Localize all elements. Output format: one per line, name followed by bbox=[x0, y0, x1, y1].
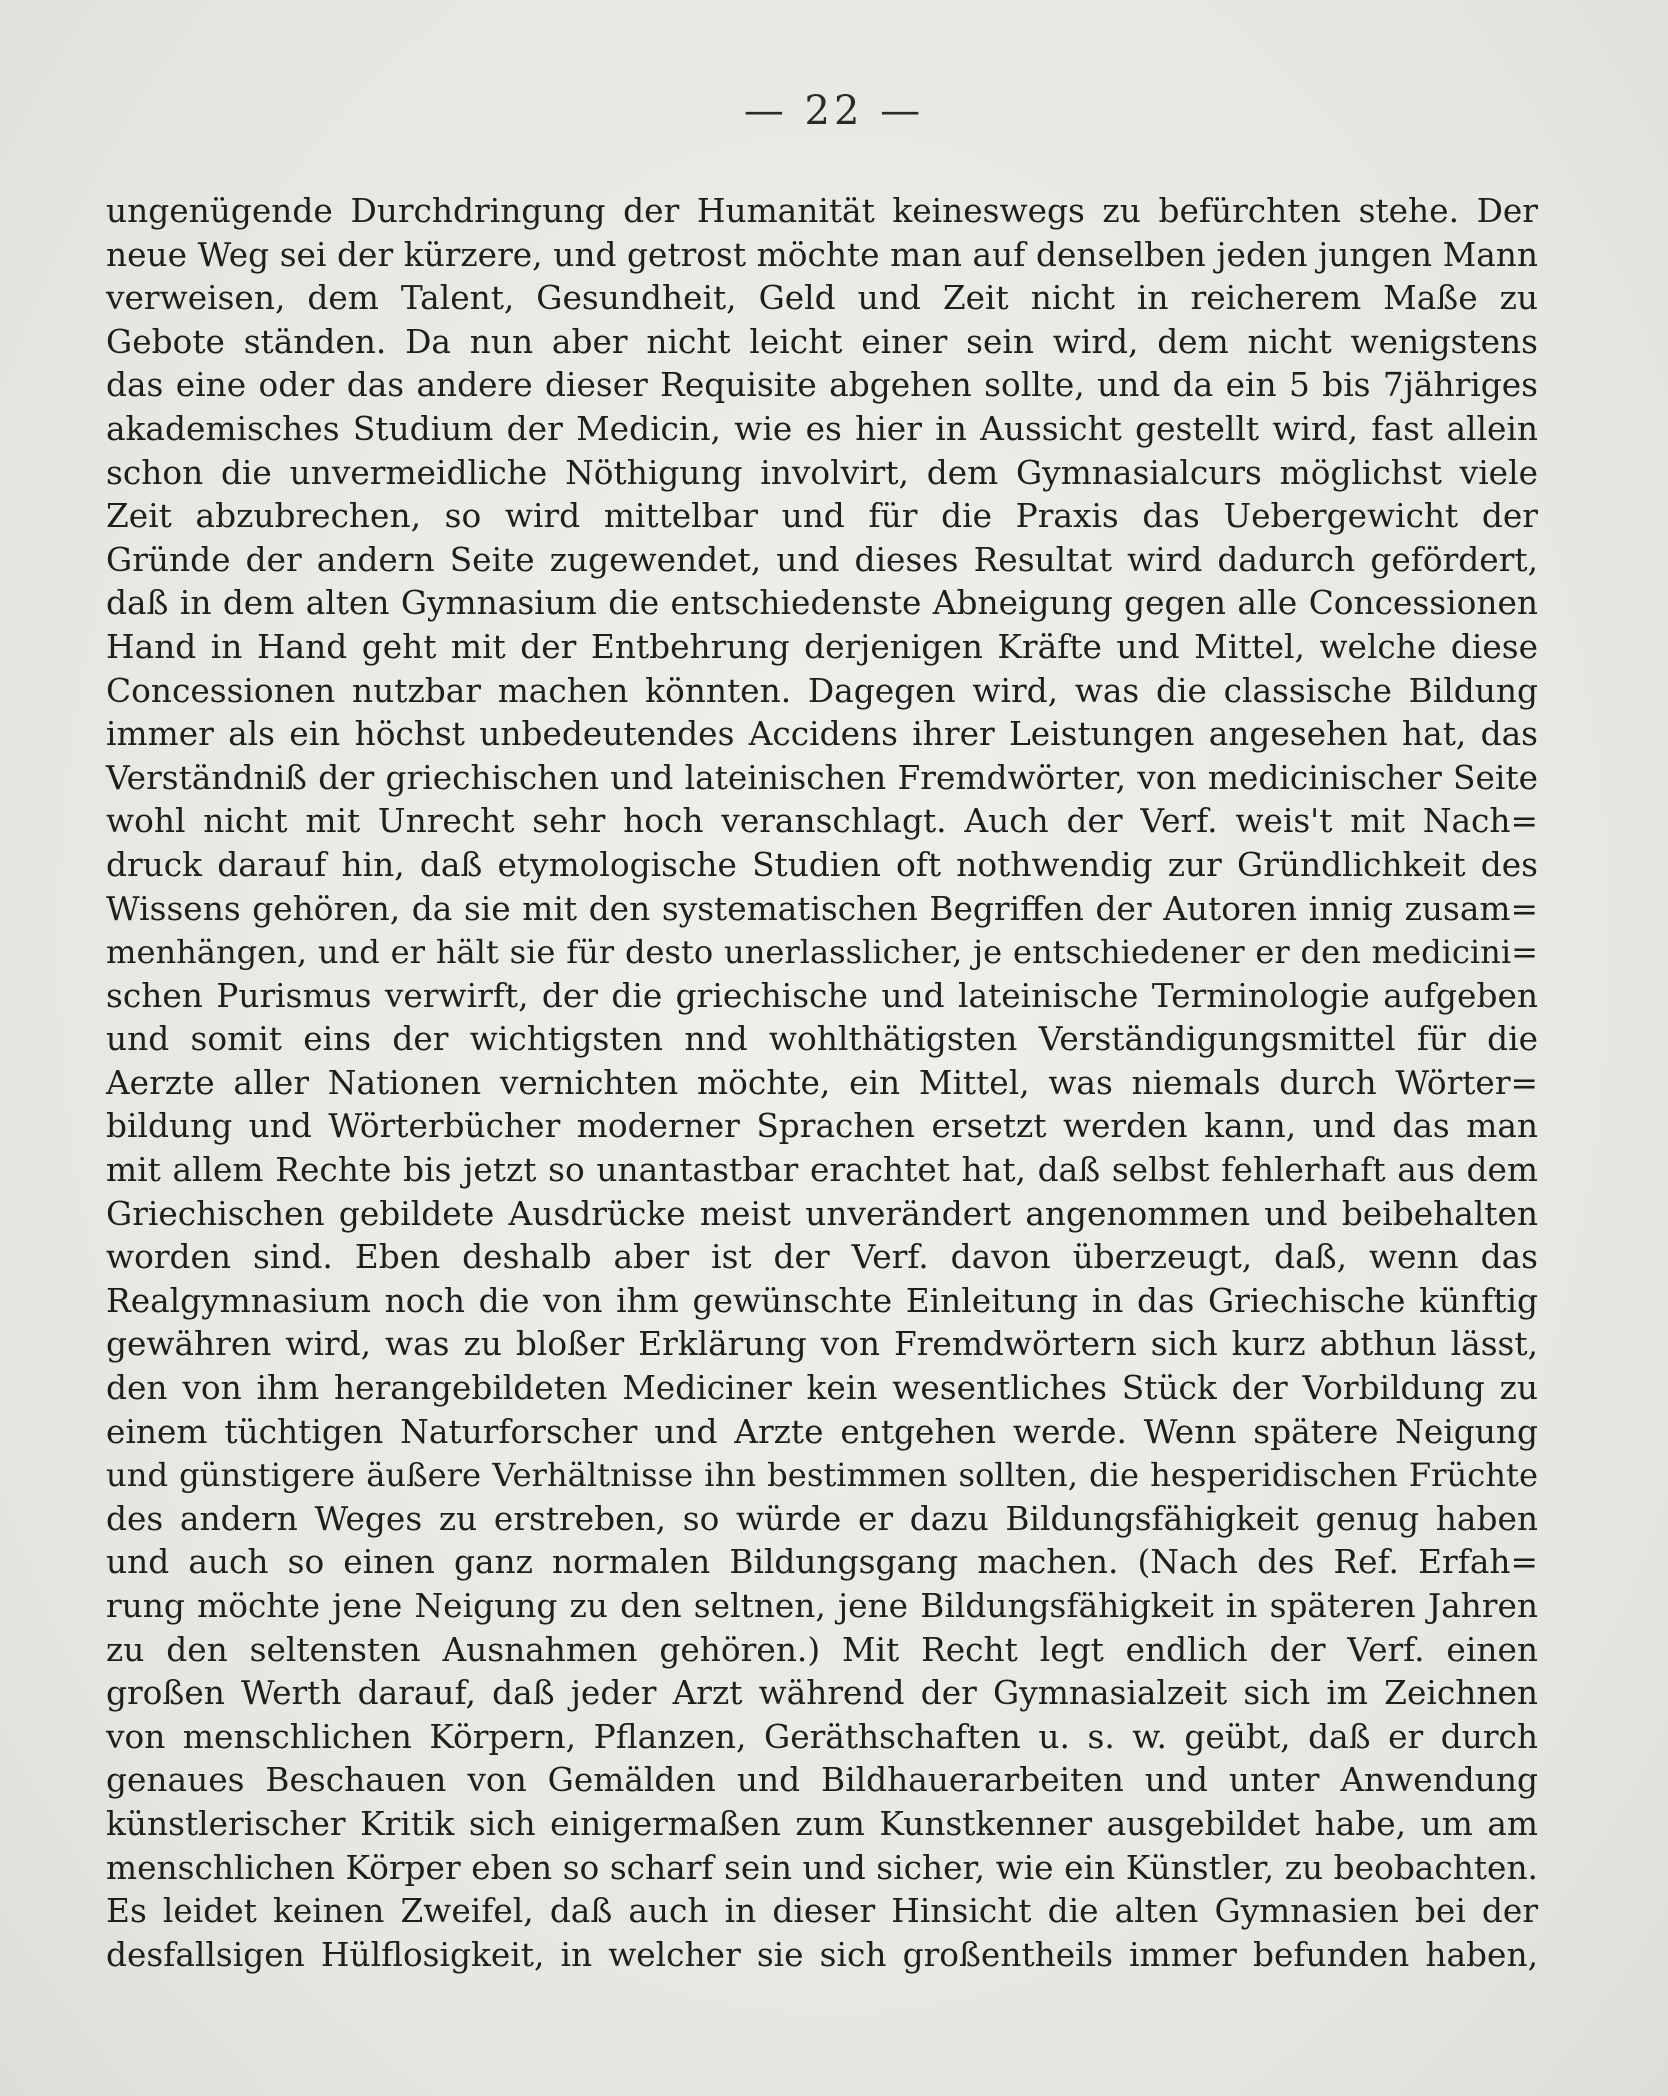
text-line: Wissens gehören, da sie mit den systematischen Begriffen der Autoren innig zusam= bbox=[106, 889, 1538, 928]
text-line: schon die unvermeidliche Nöthigung involvirt, dem Gymnasialcurs möglichst viele bbox=[106, 453, 1538, 492]
text-line: das eine oder das andere dieser Requisite abgehen sollte, und da ein 5 bis 7jähriges bbox=[106, 366, 1538, 405]
text-line: neue Weg sei der kürzere, und getrost möchte man auf denselben jeden jungen Mann bbox=[106, 235, 1538, 274]
text-line: ungenügende Durchdringung der Humanität keineswegs zu befürchten stehe. Der bbox=[106, 192, 1538, 230]
text-line: großen Werth darauf, daß jeder Arzt während der Gymnasialzeit sich im Zeichnen bbox=[106, 1674, 1538, 1713]
text-line: Es leidet keinen Zweifel, daß auch in dieser Hinsicht die alten Gymnasien bei der bbox=[106, 1892, 1538, 1931]
text-line: bildung und Wörterbücher moderner Sprachen ersetzt werden kann, und das man bbox=[106, 1107, 1538, 1146]
body-text bbox=[106, 190, 1538, 1977]
text-line: Zeit abzubrechen, so wird mittelbar und für die Praxis das Uebergewicht der bbox=[106, 497, 1538, 536]
text-line: Gründe der andern Seite zugewendet, und dieses Resultat wird dadurch gefördert, bbox=[106, 540, 1538, 579]
text-line: Gebote ständen. Da nun aber nicht leicht einer sein wird, dem nicht wenigstens bbox=[106, 322, 1538, 361]
text-line: Hand in Hand geht mit der Entbehrung derjenigen Kräfte und Mittel, welche diese bbox=[106, 627, 1538, 666]
text-line: den von ihm herangebildeten Mediciner kein wesentliches Stück der Vorbildung zu bbox=[106, 1369, 1538, 1408]
text-line: Aerzte aller Nationen vernichten möchte, ein Mittel, was niemals durch Wörter= bbox=[106, 1063, 1538, 1102]
text-line: druck darauf hin, daß etymologische Studien oft nothwendig zur Gründlichkeit des bbox=[106, 845, 1538, 884]
text-line: daß in dem alten Gymnasium die entschiedenste Abneigung gegen alle Concessionen bbox=[106, 584, 1538, 623]
text-line: Realgymnasium noch die von ihm gewünschte Einleitung in das Griechische künftig bbox=[106, 1281, 1538, 1320]
text-line: einem tüchtigen Naturforscher und Arzte entgehen werde. Wenn spätere Neigung bbox=[106, 1412, 1538, 1451]
text-line: künstlerischer Kritik sich einigermaßen zum Kunstkenner ausgebildet habe, um am bbox=[106, 1804, 1538, 1843]
text-line: von menschlichen Körpern, Pflanzen, Geräthschaften u. s. w. geübt, daß er durch bbox=[106, 1717, 1538, 1756]
text-line: desfallsigen Hülflosigkeit, in welcher sie sich großentheils immer befunden haben, bbox=[106, 1935, 1538, 1974]
text-line: des andern Weges zu erstreben, so würde er dazu Bildungsfähigkeit genug haben bbox=[106, 1499, 1538, 1538]
text-line: Griechischen gebildete Ausdrücke meist unverändert angenommen und beibehalten bbox=[106, 1194, 1538, 1233]
text-line: verweisen, dem Talent, Gesundheit, Geld und Zeit nicht in reicherem Maße zu bbox=[106, 279, 1538, 318]
text-line: Verständniß der griechischen und lateinischen Fremdwörter, von medicinischer Seite bbox=[106, 758, 1538, 797]
text-line: genaues Beschauen von Gemälden und Bildhauerarbeiten und unter Anwendung bbox=[106, 1761, 1538, 1800]
text-line: menhängen, und er hält sie für desto unerlasslicher, je entschiedener er den medicini= bbox=[106, 933, 1538, 972]
text-line: immer als ein höchst unbedeutendes Accidens ihrer Leistungen angesehen hat, das bbox=[106, 715, 1538, 754]
text-line: und auch so einen ganz normalen Bildungsgang machen. (Nach des Ref. Erfah= bbox=[106, 1543, 1538, 1582]
text-line: mit allem Rechte bis jetzt so unantastbar erachtet hat, daß selbst fehlerhaft aus dem bbox=[106, 1151, 1538, 1190]
page-number: — 22 — bbox=[743, 88, 925, 134]
text-line: Concessionen nutzbar machen könnten. Dagegen wird, was die classische Bildung bbox=[106, 671, 1538, 710]
text-line: und somit eins der wichtigsten nnd wohlthätigsten Verständigungsmittel für die bbox=[106, 1020, 1538, 1059]
text-line: menschlichen Körper eben so scharf sein und sicher, wie ein Künstler, zu beobachten. bbox=[106, 1848, 1538, 1887]
text-line: rung möchte jene Neigung zu den seltnen, jene Bildungsfähigkeit in späteren Jahren bbox=[106, 1587, 1538, 1625]
text-line: akademisches Studium der Medicin, wie es hier in Aussicht gestellt wird, fast allein bbox=[106, 409, 1538, 448]
text-line: gewähren wird, was zu bloßer Erklärung von Fremdwörtern sich kurz abthun lässt, bbox=[106, 1325, 1538, 1364]
text-line: zu den seltensten Ausnahmen gehören.) Mit Recht legt endlich der Verf. einen bbox=[106, 1630, 1538, 1669]
text-line: wohl nicht mit Unrecht sehr hoch veranschlagt. Auch der Verf. weis't mit Nach= bbox=[106, 802, 1538, 841]
text-line: worden sind. Eben deshalb aber ist der Verf. davon überzeugt, daß, wenn das bbox=[106, 1238, 1538, 1277]
text-line: schen Purismus verwirft, der die griechische und lateinische Terminologie aufgeben bbox=[106, 976, 1538, 1015]
text-line: und günstigere äußere Verhältnisse ihn bestimmen sollten, die hesperidischen Früchte bbox=[106, 1456, 1538, 1495]
